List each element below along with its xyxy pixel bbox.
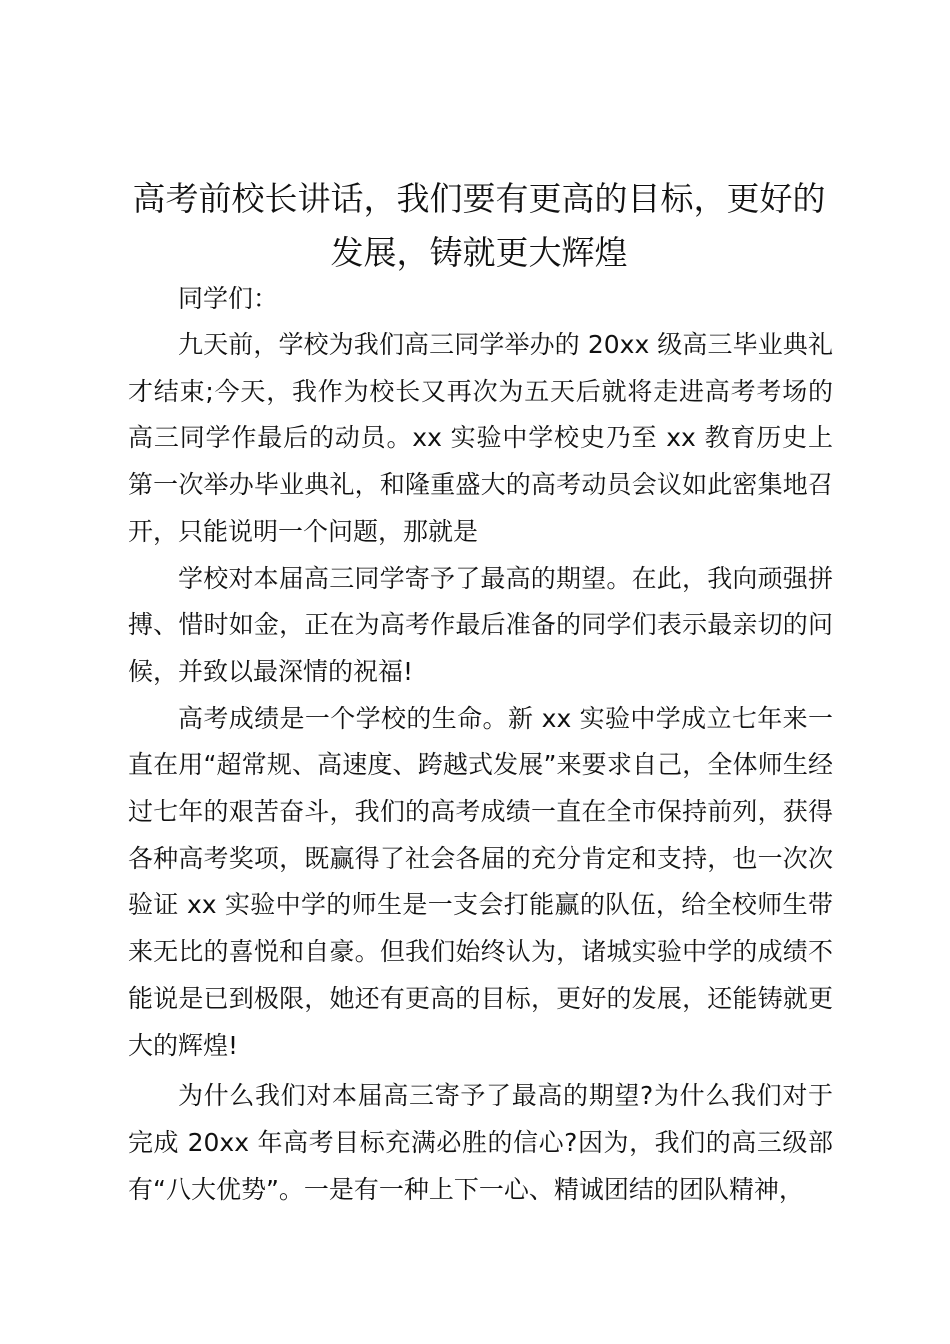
- document-title: 高考前校长讲话，我们要有更高的目标，更好的发展，铸就更大辉煌: [132, 179, 826, 272]
- paragraph-1: 九天前，学校为我们高三同学举办的 20xx 级高三毕业典礼才结束;今天，我作为校长又再次为五天后就将走进高考考场的高三同学作最后的动员。xx 实验中学校史乃至 xx 教育历史上第一次举办毕业典礼，和隆重盛大的高考动员会议如此密集地召开，只能说明一个问题，那就是: [128, 330, 833, 546]
- paragraph-2: 学校对本届高三同学寄予了最高的期望。在此，我向顽强拼搏、惜时如金，正在为高考作最后准备的同学们表示最亲切的问候，并致以最深情的祝福!: [128, 563, 833, 686]
- greeting: 同学们：: [178, 284, 279, 313]
- paragraph-4: 为什么我们对本届高三寄予了最高的期望?为什么我们对于完成 20xx 年高考目标充满必胜的信心?因为，我们的高三级部有“八大优势”。一是有一种上下一心、精诚团结的团队精神，: [128, 1081, 833, 1204]
- paragraph-3: 高考成绩是一个学校的生命。新 xx 实验中学成立七年来一直在用“超常规、高速度、跨越式发展”来要求自己，全体师生经过七年的艰苦奋斗，我们的高考成绩一直在全市保持前列，获得各种高考奖项，既赢得了社会各届的充分肯定和支持，也一次次验证 xx 实验中学的师生是一支会打能赢的队伍，给全校师生带来无比的喜悦和自豪。但我们始终认为，诸城实验中学的成绩不能说是已到极限，她还有更高的目标，更好的发展，还能铸就更大的辉煌!: [128, 703, 833, 1060]
- document-body: [128, 280, 833, 1213]
